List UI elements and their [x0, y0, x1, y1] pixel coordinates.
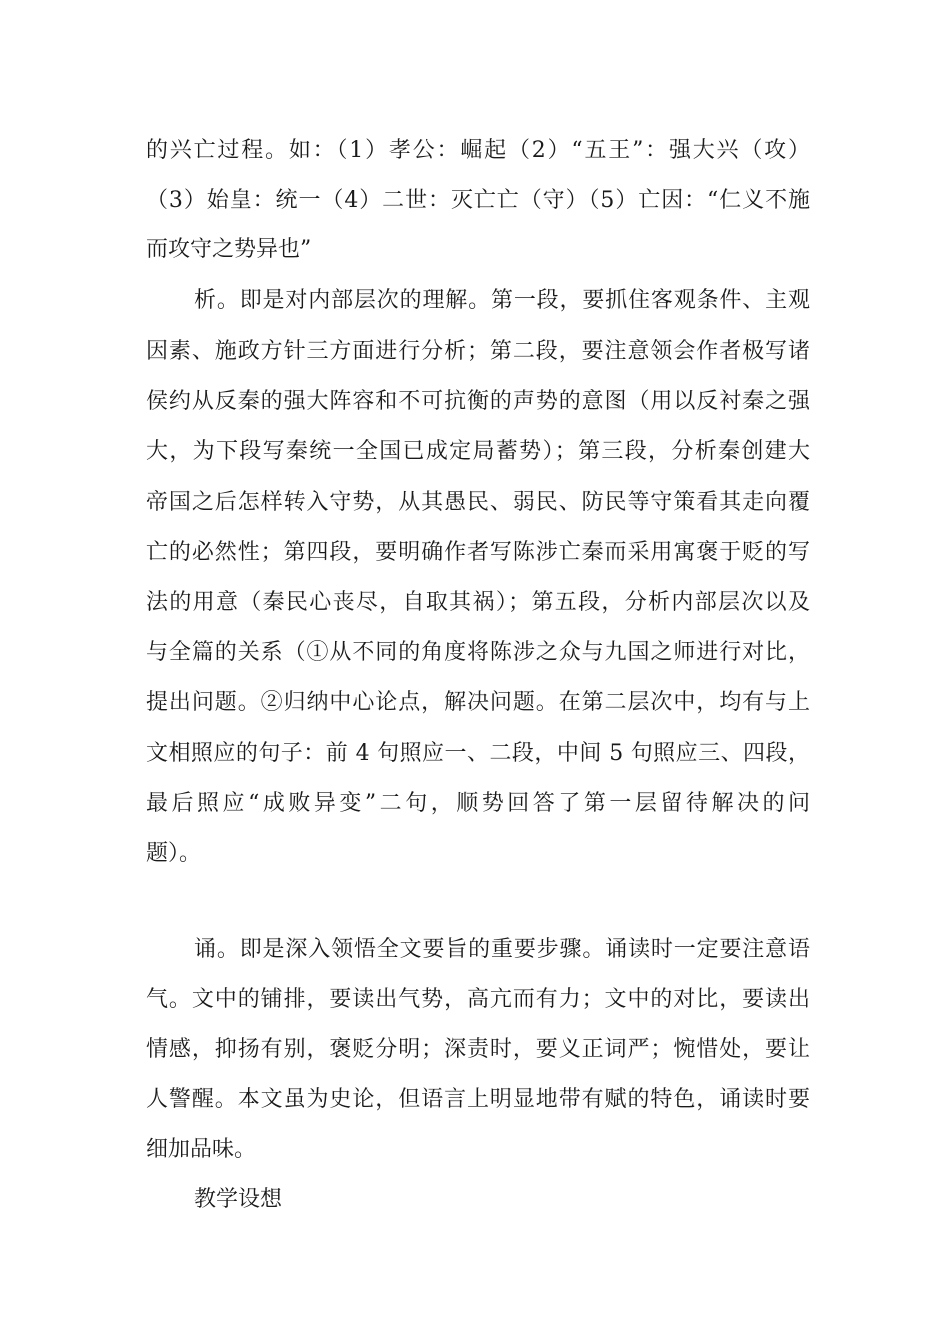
- paragraph-2-line-11: 最后照应“成败异变”二句，顺势回答了第一层留待解决的问: [146, 791, 810, 816]
- paragraph-3-line-4: 人警醒。本文虽为史论，但语言上明显地带有赋的特色，诵读时要: [146, 1087, 810, 1112]
- paragraph-3-line-3: 情感，抑扬有别，褒贬分明；深责时，要义正词严；惋惜处，要让: [146, 1037, 810, 1062]
- paragraph-2-line-12: 题）。: [146, 841, 202, 866]
- paragraph-2-line-8: 与全篇的关系（①从不同的角度将陈涉之众与九国之师进行对比，: [146, 640, 810, 665]
- paragraph-1-line-3: 而攻守之势异也”: [146, 237, 312, 262]
- paragraph-1-line-1: 的兴亡过程。如：（1）孝公：崛起（2）“五王”：强大兴（攻）: [146, 138, 810, 163]
- paragraph-2-line-1: 析。即是对内部层次的理解。第一段，要抓住客观条件、主观: [194, 288, 810, 313]
- paragraph-3-line-5: 细加品味。: [146, 1137, 257, 1162]
- paragraph-2-line-7: 法的用意（秦民心丧尽，自取其祸）；第五段，分析内部层次以及: [146, 590, 810, 615]
- paragraph-1-line-2: （3）始皇：统一（4）二世：灭亡亡（守）（5）亡因：“仁义不施: [146, 188, 810, 213]
- paragraph-3-line-2: 气。文中的铺排，要读出气势，高亢而有力；文中的对比，要读出: [146, 987, 810, 1012]
- paragraph-3-line-1: 诵。即是深入领悟全文要旨的重要步骤。诵读时一定要注意语: [194, 937, 810, 962]
- paragraph-2-line-2: 因素、施政方针三方面进行分析；第二段，要注意领会作者极写诸: [146, 339, 810, 364]
- paragraph-2-line-4: 大，为下段写秦统一全国已成定局蓄势）；第三段，分析秦创建大: [146, 439, 810, 464]
- paragraph-2-line-9: 提出问题。②归纳中心论点，解决问题。在第二层次中，均有与上: [146, 690, 810, 715]
- paragraph-2-line-10: 文相照应的句子：前 4 句照应一、二段，中间 5 句照应三、四段，: [146, 741, 810, 766]
- section-heading: 教学设想: [194, 1187, 283, 1212]
- paragraph-2-line-3: 侯约从反秦的强大阵容和不可抗衡的声势的意图（用以反衬秦之强: [146, 389, 810, 414]
- paragraph-2-line-5: 帝国之后怎样转入守势，从其愚民、弱民、防民等守策看其走向覆: [146, 490, 810, 515]
- paragraph-2-line-6: 亡的必然性；第四段，要明确作者写陈涉亡秦而采用寓褒于贬的写: [146, 540, 810, 565]
